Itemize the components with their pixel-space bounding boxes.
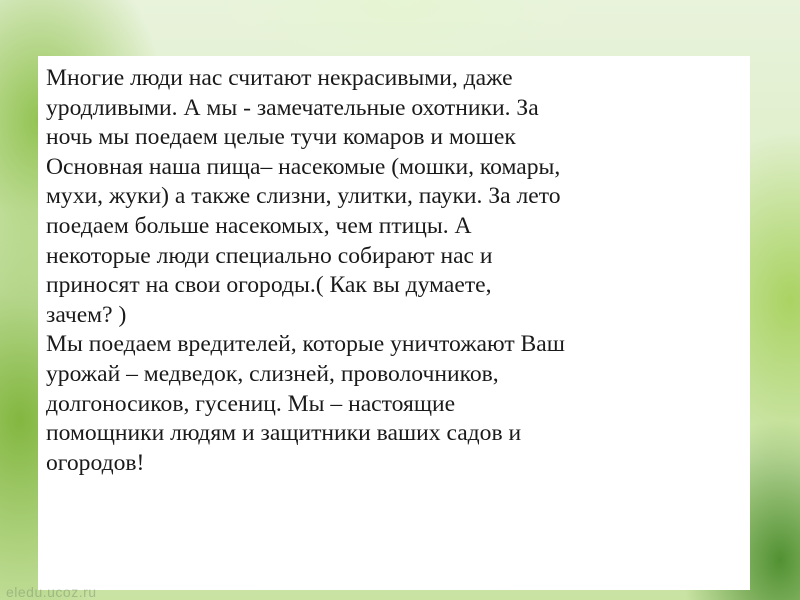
text-line: некоторые люди специально собирают нас и xyxy=(46,242,493,269)
text-line: Основная наша пища– насекомые (мошки, комары, xyxy=(46,153,561,180)
text-line: Многие люди нас считают некрасивыми, даже xyxy=(46,65,513,91)
text-line: поедаем больше насекомых, чем птицы. А xyxy=(46,212,472,239)
text-line: огородов! xyxy=(46,449,145,476)
text-line: ночь мы поедаем целые тучи комаров и мошек xyxy=(46,124,516,151)
text-line: мухи, жуки) а также слизни, улитки, пауки. За лето xyxy=(46,183,561,210)
text-line: приносят на свои огороды.( Как вы думаете, xyxy=(46,272,492,299)
text-line: зачем? ) xyxy=(46,301,127,328)
text-line: помощники людям и защитники ваших садов и xyxy=(46,420,522,447)
text-line: уродливыми. А мы - замечательные охотники. За xyxy=(46,94,539,121)
body-text xyxy=(46,64,744,478)
text-line: Мы поедаем вредителей, которые уничтожают Ваш xyxy=(46,331,565,358)
text-line: долгоносиков, гусениц. Мы – настоящие xyxy=(46,390,456,417)
text-panel xyxy=(38,56,750,590)
watermark: eledu.ucoz.ru xyxy=(6,584,97,600)
text-line: урожай – медведок, слизней, проволочников, xyxy=(46,360,499,387)
